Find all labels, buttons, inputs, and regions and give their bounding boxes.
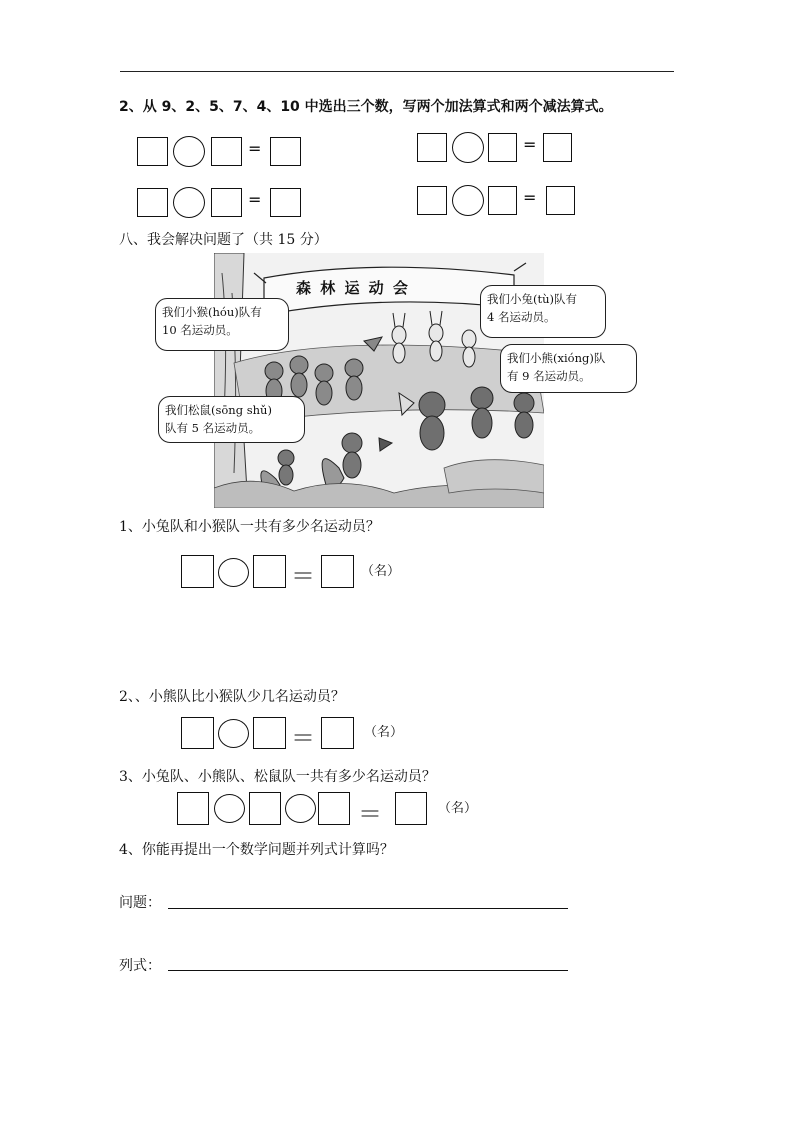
answer-box[interactable] (137, 188, 168, 217)
equals-sign: = (248, 190, 262, 209)
answer-box[interactable] (321, 555, 354, 588)
section-heading: 八、我会解决问题了（共 15 分） (119, 232, 328, 248)
question-3: 3、小兔队、小熊队、松鼠队一共有多少名运动员？ (119, 769, 436, 785)
answer-box[interactable] (488, 133, 517, 162)
answer-box[interactable] (211, 137, 242, 166)
operator-circle[interactable] (452, 132, 484, 163)
operator-circle[interactable] (218, 558, 249, 587)
banner-text: 森 林 运 动 会 (296, 279, 410, 297)
bubble-line: 我们松鼠(sōng shǔ) (165, 403, 272, 417)
unit-label: （名） (364, 725, 404, 740)
bubble-line: 4 名运动员。 (487, 310, 556, 324)
bubble-line: 我们小兔(tù)队有 (487, 292, 578, 306)
equals-sign: ＝ (291, 562, 315, 590)
speech-bubble-monkey (155, 298, 289, 351)
bubble-line: 10 名运动员。 (162, 323, 238, 337)
answer-box[interactable] (321, 717, 354, 749)
answer-box[interactable] (270, 137, 301, 166)
equals-sign: ＝ (358, 800, 382, 828)
problem-answer-line[interactable] (168, 908, 568, 909)
equals-sign: = (523, 188, 537, 207)
answer-box[interactable] (177, 792, 209, 825)
equals-sign: = (248, 139, 262, 158)
bubble-line: 我们小熊(xióng)队 (507, 351, 606, 365)
operator-circle[interactable] (173, 136, 205, 167)
equals-sign: = (523, 135, 537, 154)
answer-box[interactable] (270, 188, 301, 217)
operator-circle[interactable] (452, 185, 484, 216)
answer-box[interactable] (395, 792, 427, 825)
formula-label: 列式： (119, 958, 161, 974)
unit-label: （名） (361, 564, 401, 579)
problem-label: 问题： (119, 895, 161, 911)
answer-box[interactable] (181, 555, 214, 588)
formula-answer-line[interactable] (168, 970, 568, 971)
question-2: 2、、小熊队比小猴队少几名运动员？ (119, 689, 345, 705)
question-4: 4、你能再提出一个数学问题并列式计算吗？ (119, 842, 394, 858)
answer-box[interactable] (417, 133, 447, 162)
answer-box[interactable] (181, 717, 214, 749)
unit-label: （名） (438, 801, 478, 816)
answer-box[interactable] (137, 137, 168, 166)
operator-circle[interactable] (285, 794, 316, 823)
answer-box[interactable] (211, 188, 242, 217)
header-rule (120, 71, 674, 72)
operator-circle[interactable] (218, 719, 249, 748)
bubble-line: 队有 5 名运动员。 (165, 421, 261, 435)
answer-box[interactable] (417, 186, 447, 215)
bubble-line: 我们小猴(hóu)队有 (162, 305, 262, 319)
question-2-choose-numbers: 2、从 9、2、5、7、4、10 中选出三个数，写两个加法算式和两个减法算式。 (119, 99, 613, 115)
speech-bubble-bear (500, 344, 637, 393)
answer-box[interactable] (253, 717, 286, 749)
answer-box[interactable] (488, 186, 517, 215)
equals-sign: ＝ (291, 724, 315, 752)
answer-box[interactable] (543, 133, 572, 162)
question-1: 1、小兔队和小猴队一共有多少名运动员？ (119, 519, 380, 535)
bubble-line: 有 9 名运动员。 (507, 369, 591, 383)
operator-circle[interactable] (214, 794, 245, 823)
answer-box[interactable] (249, 792, 281, 825)
answer-box[interactable] (546, 186, 575, 215)
answer-box[interactable] (318, 792, 350, 825)
answer-box[interactable] (253, 555, 286, 588)
operator-circle[interactable] (173, 187, 205, 218)
speech-bubble-rabbit (480, 285, 606, 338)
speech-bubble-squirrel (158, 396, 305, 443)
